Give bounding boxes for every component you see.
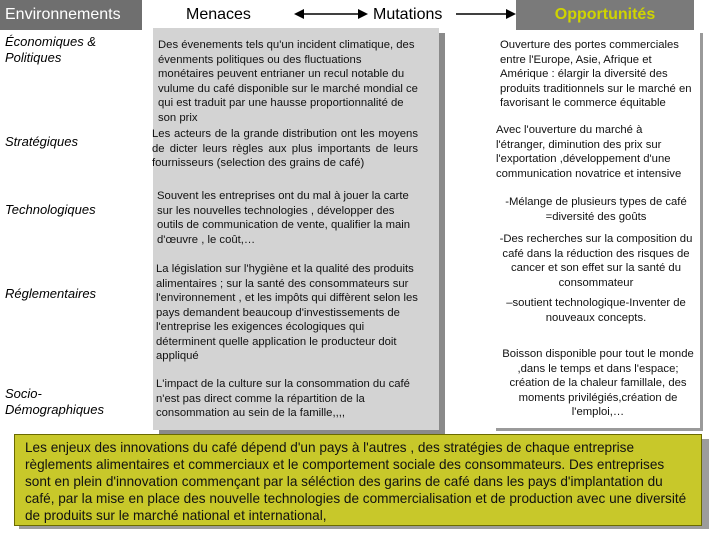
threat-socio-demographic: L'impact de la culture sur la consommation du café n'est pas direct comme la répartition de la consommation au sein de la famille,,,, bbox=[156, 378, 410, 419]
category-technological: Technologiques bbox=[5, 202, 96, 217]
opportunity-strategic: Avec l'ouverture du marché à l'étranger, diminution des prix sur l'exportation ,développement d'une communication novatrice et intensive bbox=[496, 124, 682, 180]
header-mutations: Mutations bbox=[373, 6, 443, 23]
threat-technological: Souvent les entreprises ont du mal à jouer la carte sur les nouvelles technologies , développer des outils de communication de vente, qualifier la main d'œuvre , le coût,… bbox=[157, 190, 411, 246]
header-opportunities: Opportunités bbox=[516, 0, 694, 30]
header-environments: Environnements bbox=[0, 0, 142, 30]
threat-strategic: Les acteurs de la grande distribution ont les moyens de dicter leurs règles aux plus importants de leurs fournisseurs (selection des grains de café) bbox=[152, 128, 418, 169]
opportunity-economic: Ouverture des portes commerciales entre l'Europe, Asie, Afrique et Amérique : élargir la diversité des produits traditionnels sur le marché en favorisant le commerce équitable bbox=[500, 39, 692, 109]
summary-box bbox=[14, 434, 702, 526]
arrow-right-icon bbox=[456, 9, 516, 19]
summary-text: Les enjeux des innovations du café dépend d'un pays à l'autres , des stratégies de chaque entreprise règlements alimentaires et commerciaux et le comportement sociale des consommateurs. Des entreprises sont en plein d'innovation commençant par la séléction des garins de café dans les pays d'implantation du café, par la mise en place des nouvelle technologies de commercialisation et de production avec une diversité de produits sur le marché national et international, bbox=[25, 440, 687, 523]
category-socio-demographic: Socio-Démographiques bbox=[5, 386, 105, 417]
opportunity-technological-support: –soutient technologique-Inventer de nouveaux concepts. bbox=[506, 297, 686, 324]
opportunity-socio-demographic: Boisson disponible pour tout le monde ,dans le temps et dans l'espace; création de la chaleur famillale, des moments privilégiés,création de l'emploi,… bbox=[502, 348, 694, 418]
threat-economic: Des évenements tels qu'un incident climatique, des évenments politiques ou des fluctuations monétaires peuvent entrianer un recul notable du vulume du café disponible sur le marché mondial ce qui est traduit par une hausse proportionnalité de son prix bbox=[158, 39, 418, 124]
category-regulatory: Réglementaires bbox=[5, 286, 97, 301]
header-threats: Menaces bbox=[186, 6, 251, 23]
threat-regulatory: La législation sur l'hygiène et la qualité des produits alimentaires ; sur la santé des consommateurs sur l'environnement , et les impôts qui diffèrent selon les pays demandent beaucoup d'investissements de l'entreprise les exigences écologiques qui déterminent quelle application le producteur doit appliqué bbox=[156, 263, 418, 362]
category-strategic: Stratégiques bbox=[5, 134, 78, 149]
opportunity-technological-research: -Des recherches sur la composition du café dans la réduction des risques de cancer et son effet sur la santé du consommateur bbox=[499, 233, 693, 289]
opportunity-strategic-mix: -Mélange de plusieurs types de café =diversité des goûts bbox=[505, 196, 687, 223]
arrow-left-icon bbox=[294, 9, 368, 19]
category-economic: Économiques & Politiques bbox=[5, 34, 97, 65]
